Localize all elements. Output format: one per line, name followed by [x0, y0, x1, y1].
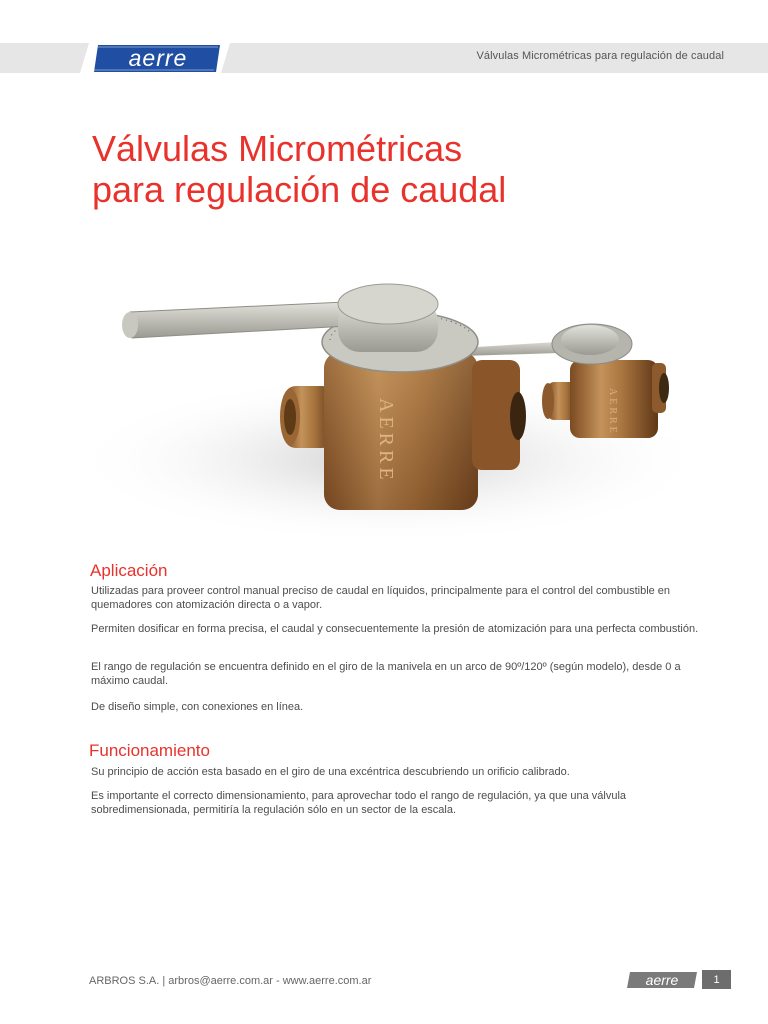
page-number: 1 — [702, 970, 731, 989]
page-title-line-2: para regulación de caudal — [92, 169, 507, 210]
funcionamiento-paragraph-1: Su principio de acción esta basado en el giro de una excéntrica descubriendo un orificio calibrado. — [91, 766, 570, 778]
footer-aerre-logo — [626, 971, 698, 989]
section-heading-funcionamiento: Funcionamiento — [89, 741, 210, 760]
valve-product-image — [90, 260, 730, 560]
section-heading-aplicacion: Aplicación — [90, 561, 168, 580]
header-tagline: Válvulas Micrométricas para regulación de caudal — [476, 50, 724, 62]
page-title — [92, 128, 712, 210]
aplicacion-paragraph-3: El rango de regulación se encuentra definido en el giro de la manivela en un arco de 90º/120º (según modelo), desde 0 a máximo caudal. — [91, 661, 681, 687]
aplicacion-paragraph-4: De diseño simple, con conexiones en línea. — [91, 701, 304, 713]
svg-text:AERRE: AERRE — [607, 388, 618, 436]
footer-contact: ARBROS S.A. | arbros@aerre.com.ar - www.aerre.com.ar — [89, 975, 372, 987]
page-title-line-1: Válvulas Micrométricas — [92, 128, 463, 169]
svg-text:aerre: aerre — [645, 972, 679, 988]
aplicacion-paragraph-1: Utilizadas para proveer control manual preciso de caudal en líquidos, principalmente para el control del combustible en quemadores con atomización directa o a vapor. — [91, 585, 671, 611]
funcionamiento-paragraph-2: Es importante el correcto dimensionamiento, para aprovechar todo el rango de regulación, ya que una válvula sobredimensionada, permitiría la regulación sólo en un sector de la escala. — [91, 790, 627, 816]
aplicacion-paragraph-2: Permiten dosificar en forma precisa, el caudal y consecuentemente la presión de atomización para una perfecta combustión. — [91, 623, 699, 635]
aerre-logo — [92, 44, 222, 73]
svg-text:AERRE: AERRE — [375, 398, 397, 484]
svg-text:aerre: aerre — [128, 45, 188, 71]
